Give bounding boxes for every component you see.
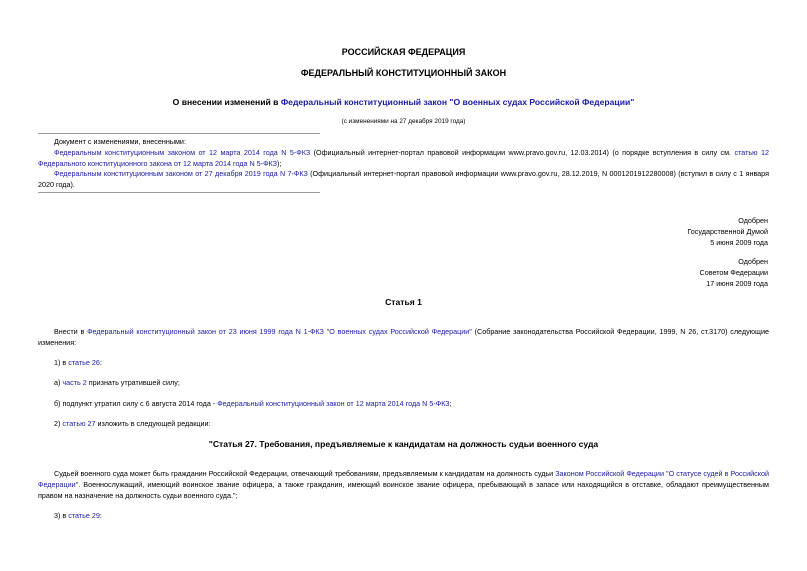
amendment-1-article-link[interactable]: статью 12 Федерального конституционного закона от 12 марта 2014 года N 5-ФКЗ bbox=[38, 148, 769, 168]
approval-federation-council bbox=[700, 256, 768, 289]
clause-b-suffix: ; bbox=[449, 399, 452, 408]
amendments-intro: Документ с изменениями, внесенными: bbox=[54, 137, 186, 146]
clause-1-prefix: 1) в bbox=[54, 358, 69, 367]
amendment-1-text: (Официальный интернет-портал правовой информации www.pravo.gov.ru, 12.03.2014) (о порядке вступления в силу см. bbox=[310, 148, 735, 157]
clause-2 bbox=[54, 418, 211, 429]
clause-a-suffix: признать утратившей силу; bbox=[86, 378, 180, 387]
amendment-1-tail: ); bbox=[276, 159, 282, 168]
clause-3-prefix: 3) в bbox=[54, 511, 69, 520]
clause-a bbox=[54, 377, 180, 388]
quoted-text-suffix: . Военнослужащий, имеющий воинское звание офицера, а также гражданин, имеющий воинское звание офицера, пребывающий в запасе или находящийся в отставке, обладают преимущественным правом на назначение на должность судьи военного суда."; bbox=[38, 480, 769, 500]
amendment-item-1 bbox=[38, 147, 769, 169]
intro-prefix: Внести в bbox=[54, 327, 88, 336]
clause-b bbox=[54, 398, 452, 409]
article-1-intro bbox=[38, 326, 769, 348]
clause-2-suffix: изложить в следующей редакции: bbox=[95, 419, 211, 428]
amendments-bottom-rule bbox=[38, 192, 320, 193]
quoted-article-27-heading: "Статья 27. Требования, предъявляемые к кандидатам на должность судьи военного суда bbox=[208, 439, 599, 449]
clause-3-suffix: : bbox=[99, 511, 102, 520]
clause-1-suffix: : bbox=[99, 358, 102, 367]
approval-duma-date: 5 июня 2009 года bbox=[710, 238, 768, 247]
amendments-top-rule bbox=[38, 133, 320, 134]
clause-1 bbox=[54, 357, 102, 368]
amending-law-link[interactable]: Федеральный конституционный закон от 12 марта 2014 года N 5-ФКЗ bbox=[217, 399, 450, 408]
article-29-link[interactable]: статье 29 bbox=[68, 511, 100, 520]
judges-status-law-link[interactable]: Законом Российской Федерации "О статусе судей в Российской Федерации" bbox=[38, 469, 769, 489]
article-1-heading: Статья 1 bbox=[385, 297, 422, 307]
military-courts-law-link[interactable]: Федеральный конституционный закон от 23 июня 1999 года N 1-ФКЗ "О военных судах Российской Федерации" bbox=[87, 327, 472, 336]
intro-suffix: (Собрание законодательства Российской Федерации, 1999, N 26, ст.3170) следующие изменения: bbox=[38, 327, 769, 347]
clause-2-prefix: 2) bbox=[54, 419, 63, 428]
approval-council-line2: Советом Федерации bbox=[699, 268, 768, 277]
amendment-2-link[interactable]: Федеральным конституционным законом от 27 декабря 2019 года N 7-ФКЗ bbox=[54, 169, 308, 178]
amendment-1-link[interactable]: Федеральным конституционным законом от 12 марта 2014 года N 5-ФКЗ bbox=[54, 148, 311, 157]
title-law-link[interactable]: Федеральный конституционный закон "О военных судах Российской Федерации" bbox=[280, 97, 635, 107]
document-title bbox=[0, 97, 807, 107]
approval-council-line1: Одобрен bbox=[738, 257, 768, 266]
approval-council-date: 17 июня 2009 года bbox=[706, 279, 768, 288]
approval-duma-line1: Одобрен bbox=[738, 216, 768, 225]
quoted-text-prefix: Судьей военного суда может быть гражданин Российской Федерации, отвечающий требованиям, предъявляемым к кандидатам на должность судьи bbox=[54, 469, 556, 478]
country-heading: РОССИЙСКАЯ ФЕДЕРАЦИЯ bbox=[341, 47, 466, 57]
clause-3 bbox=[54, 510, 102, 521]
law-type-heading: ФЕДЕРАЛЬНЫЙ КОНСТИТУЦИОННЫЙ ЗАКОН bbox=[300, 68, 507, 78]
clause-a-prefix: а) bbox=[54, 378, 63, 387]
part-2-link[interactable]: часть 2 bbox=[62, 378, 87, 387]
edition-note: (с изменениями на 27 декабря 2019 года) bbox=[341, 118, 466, 125]
clause-b-text: б) подпункт утратил силу с 6 августа 2014 года - bbox=[54, 399, 218, 408]
quoted-article-27-text bbox=[38, 468, 769, 501]
article-26-link[interactable]: статье 26 bbox=[68, 358, 100, 367]
article-27-link[interactable]: статью 27 bbox=[62, 419, 96, 428]
approval-duma-line2: Государственной Думой bbox=[687, 227, 768, 236]
amendment-item-2 bbox=[38, 168, 769, 190]
approval-duma bbox=[687, 215, 768, 248]
amendment-2-text: (Официальный интернет-портал правовой информации www.pravo.gov.ru, 28.12.2019, N 0001201912280008) (вступил в силу с 1 января 2020 года). bbox=[38, 169, 769, 189]
title-prefix: О внесении изменений в bbox=[172, 97, 281, 107]
